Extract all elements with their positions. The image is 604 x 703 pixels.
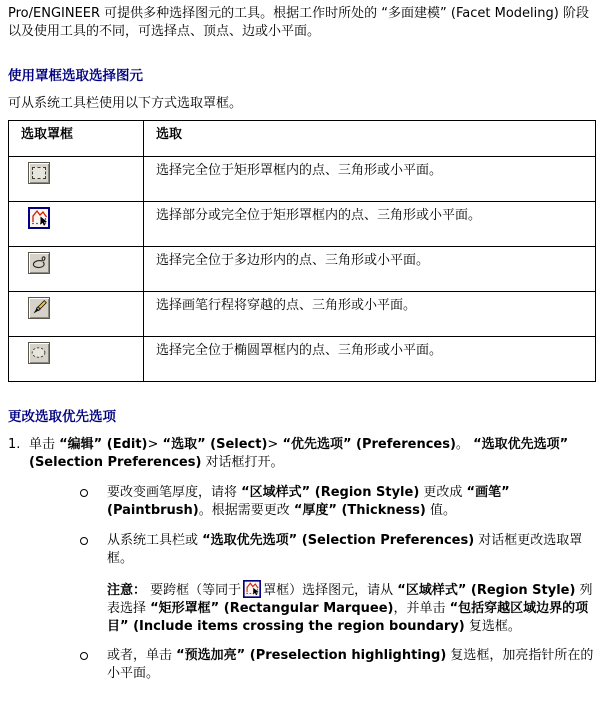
- dashed-rectangle-glyph: [32, 167, 46, 179]
- step-number: 1.: [8, 437, 21, 452]
- table-row: [9, 292, 596, 337]
- sub-bullet-toolbar: [8, 532, 596, 568]
- sub-bullet-text: 从系统工具栏或 “选取优先选项” (Selection Preferences) 对话框更改选取罩框。: [107, 532, 583, 566]
- crossing-marquee-icon: [28, 207, 50, 229]
- row-description: 选择完全位于矩形罩框内的点、三角形或小平面。: [144, 157, 596, 202]
- crossing-marquee-icon: [243, 580, 261, 598]
- marquee-table: [8, 120, 596, 382]
- sub-bullet-text: 或者，单击 “预选加亮” (Preselection highlighting) 复选框，加亮指针所在的小平面。: [107, 648, 594, 682]
- column-header-select: 选取: [144, 121, 596, 157]
- circle-bullet-icon: [80, 489, 88, 497]
- row-description: 选择画笔行程将穿越的点、三角形或小平面。: [144, 292, 596, 337]
- lasso-marquee-icon: [28, 252, 50, 274]
- circle-bullet-icon: [80, 652, 88, 660]
- table-row: [9, 337, 596, 382]
- table-row: [9, 202, 596, 247]
- note-text-after: 罩框）选择图元，请从 “区域样式” (Region Style) 列表选择 “矩形罩框” (Rectangular Marquee)，并单击 “包括穿越区域边界的项目” (Include items crossing the region boundary) 复选框。: [107, 582, 593, 634]
- section-heading-preferences: 更改选取优先选项: [8, 409, 116, 426]
- numbered-step-1: [8, 436, 596, 472]
- ellipse-marquee-icon: [28, 342, 50, 364]
- note-text-before: 注意： 要跨框（等同于: [107, 582, 242, 598]
- sub-bullet-preselection: [8, 647, 596, 683]
- note-paragraph: [107, 580, 596, 636]
- sub-bullet-text: 要改变画笔厚度，请将 “区域样式” (Region Style) 更改成 “画笔” (Paintbrush)。根据需要更改 “厚度” (Thickness) 值。: [107, 484, 510, 518]
- intro-paragraph: Pro/ENGINEER 可提供多种选择图元的工具。根据工作时所处的 “多面建模” (Facet Modeling) 阶段以及使用工具的不同，可选择点、顶点、边或小平面。: [8, 6, 589, 39]
- table-header-row: [9, 121, 596, 157]
- column-header-marquee: 选取罩框: [9, 121, 144, 157]
- row-description: 选择完全位于椭圆罩框内的点、三角形或小平面。: [144, 337, 596, 382]
- sub-bullet-region-style: [8, 484, 596, 520]
- row-description: 选择部分或完全位于矩形罩框内的点、三角形或小平面。: [144, 202, 596, 247]
- paintbrush-marquee-icon: [28, 297, 50, 319]
- section-lead-text: 可从系统工具栏使用以下方式选取罩框。: [8, 95, 243, 111]
- table-row: [9, 247, 596, 292]
- table-row: [9, 157, 596, 202]
- section-heading-marquee-selection: 使用罩框选取选择图元: [8, 67, 143, 84]
- circle-bullet-icon: [80, 537, 88, 545]
- rectangular-marquee-icon: [28, 162, 50, 184]
- step-text: 单击 “编辑” (Edit)> “选取” (Select)> “优先选项” (Preferences)。 “选取优先选项” (Selection Preferences) 对话框打开。: [29, 437, 569, 470]
- row-description: 选择完全位于多边形内的点、三角形或小平面。: [144, 247, 596, 292]
